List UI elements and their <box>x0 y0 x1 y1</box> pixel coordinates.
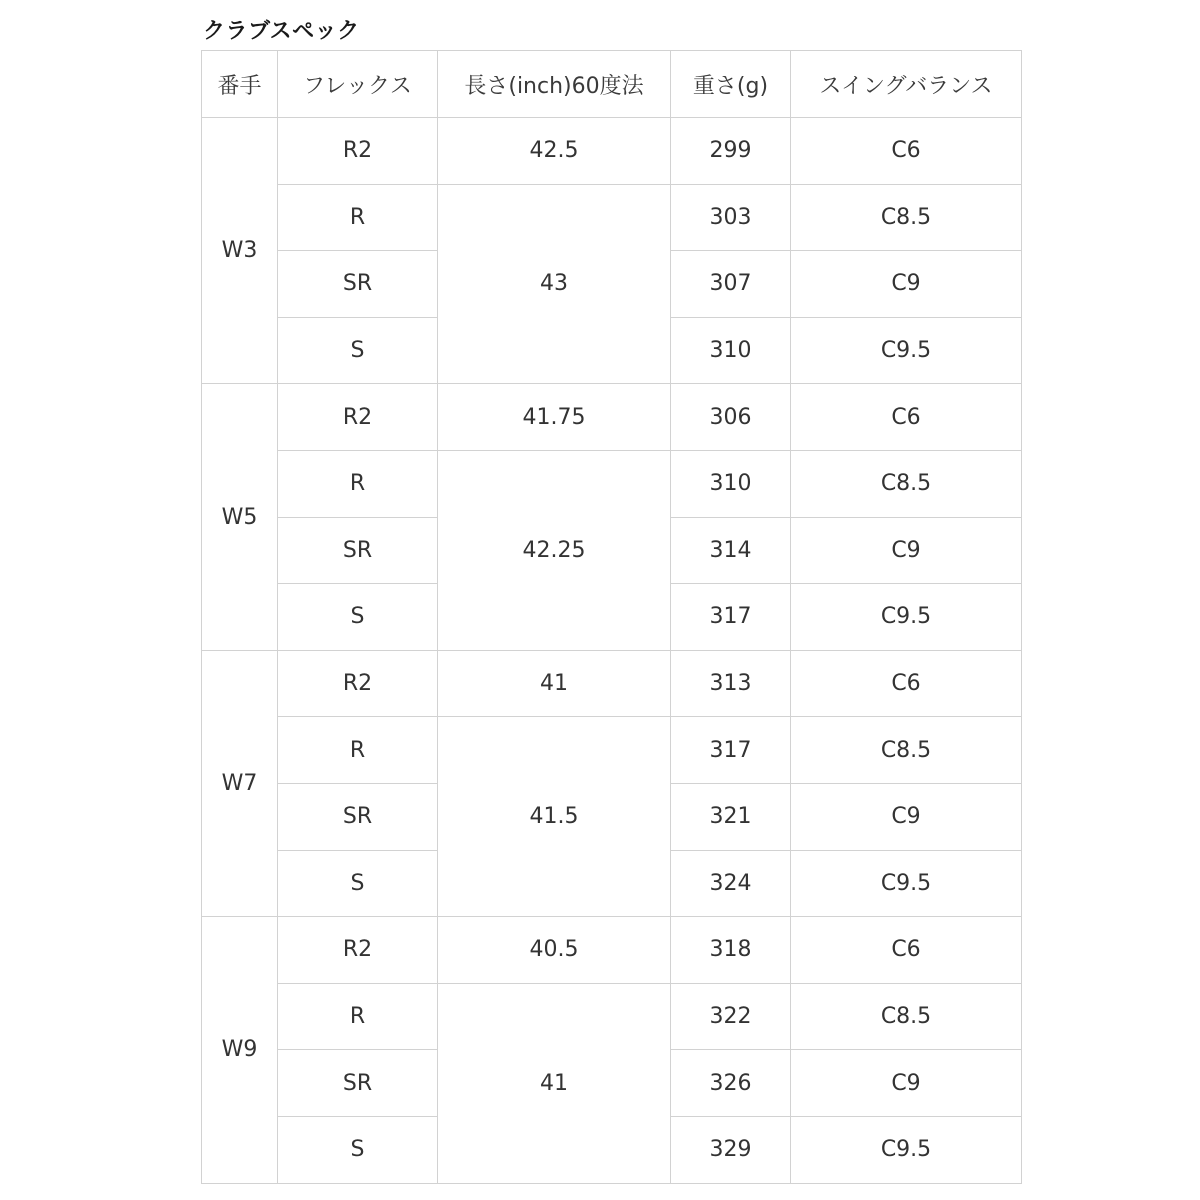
flex-cell: S <box>278 317 438 384</box>
flex-cell: R2 <box>278 384 438 451</box>
header-balance: スイングバランス <box>791 51 1022 118</box>
table-row <box>202 118 1022 185</box>
balance-cell: C6 <box>791 384 1022 451</box>
length-cell: 42.25 <box>438 450 671 650</box>
header-flex: フレックス <box>278 51 438 118</box>
balance-cell: C8.5 <box>791 450 1022 517</box>
balance-cell: C8.5 <box>791 184 1022 251</box>
club-cell: W9 <box>202 917 278 1183</box>
flex-cell: SR <box>278 251 438 318</box>
flex-cell: R <box>278 983 438 1050</box>
club-cell: W5 <box>202 384 278 650</box>
flex-cell: S <box>278 584 438 651</box>
balance-cell: C6 <box>791 917 1022 984</box>
balance-cell: C8.5 <box>791 717 1022 784</box>
flex-cell: R2 <box>278 917 438 984</box>
balance-cell: C9 <box>791 251 1022 318</box>
table-row <box>202 384 1022 451</box>
flex-cell: S <box>278 1116 438 1183</box>
balance-cell: C9 <box>791 1050 1022 1117</box>
flex-cell: SR <box>278 783 438 850</box>
header-row <box>202 51 1022 118</box>
header-weight: 重さ(g) <box>671 51 791 118</box>
weight-cell: 314 <box>671 517 791 584</box>
flex-cell: SR <box>278 1050 438 1117</box>
weight-cell: 299 <box>671 118 791 185</box>
weight-cell: 317 <box>671 584 791 651</box>
table-row <box>202 717 1022 784</box>
balance-cell: C9.5 <box>791 850 1022 917</box>
length-cell: 42.5 <box>438 118 671 185</box>
length-cell: 41.75 <box>438 384 671 451</box>
balance-cell: C9.5 <box>791 1116 1022 1183</box>
balance-cell: C8.5 <box>791 983 1022 1050</box>
length-cell: 40.5 <box>438 917 671 984</box>
club-cell: W7 <box>202 650 278 916</box>
weight-cell: 324 <box>671 850 791 917</box>
weight-cell: 326 <box>671 1050 791 1117</box>
weight-cell: 310 <box>671 317 791 384</box>
flex-cell: R2 <box>278 118 438 185</box>
table-row <box>202 650 1022 717</box>
flex-cell: R2 <box>278 650 438 717</box>
balance-cell: C6 <box>791 650 1022 717</box>
table-row <box>202 917 1022 984</box>
flex-cell: SR <box>278 517 438 584</box>
club-spec-table <box>201 50 1022 1184</box>
balance-cell: C9 <box>791 783 1022 850</box>
length-cell: 41 <box>438 983 671 1183</box>
balance-cell: C9 <box>791 517 1022 584</box>
balance-cell: C9.5 <box>791 317 1022 384</box>
flex-cell: R <box>278 184 438 251</box>
weight-cell: 313 <box>671 650 791 717</box>
weight-cell: 317 <box>671 717 791 784</box>
weight-cell: 306 <box>671 384 791 451</box>
balance-cell: C9.5 <box>791 584 1022 651</box>
table-row <box>202 983 1022 1050</box>
weight-cell: 329 <box>671 1116 791 1183</box>
flex-cell: R <box>278 717 438 784</box>
weight-cell: 322 <box>671 983 791 1050</box>
balance-cell: C6 <box>791 118 1022 185</box>
weight-cell: 307 <box>671 251 791 318</box>
weight-cell: 318 <box>671 917 791 984</box>
weight-cell: 310 <box>671 450 791 517</box>
header-length: 長さ(inch)60度法 <box>438 51 671 118</box>
flex-cell: S <box>278 850 438 917</box>
length-cell: 41.5 <box>438 717 671 917</box>
weight-cell: 321 <box>671 783 791 850</box>
header-club: 番手 <box>202 51 278 118</box>
length-cell: 41 <box>438 650 671 717</box>
length-cell: 43 <box>438 184 671 384</box>
club-cell: W3 <box>202 118 278 384</box>
table-row <box>202 450 1022 517</box>
weight-cell: 303 <box>671 184 791 251</box>
flex-cell: R <box>278 450 438 517</box>
page-title: クラブスペック <box>203 19 360 44</box>
table-row <box>202 184 1022 251</box>
